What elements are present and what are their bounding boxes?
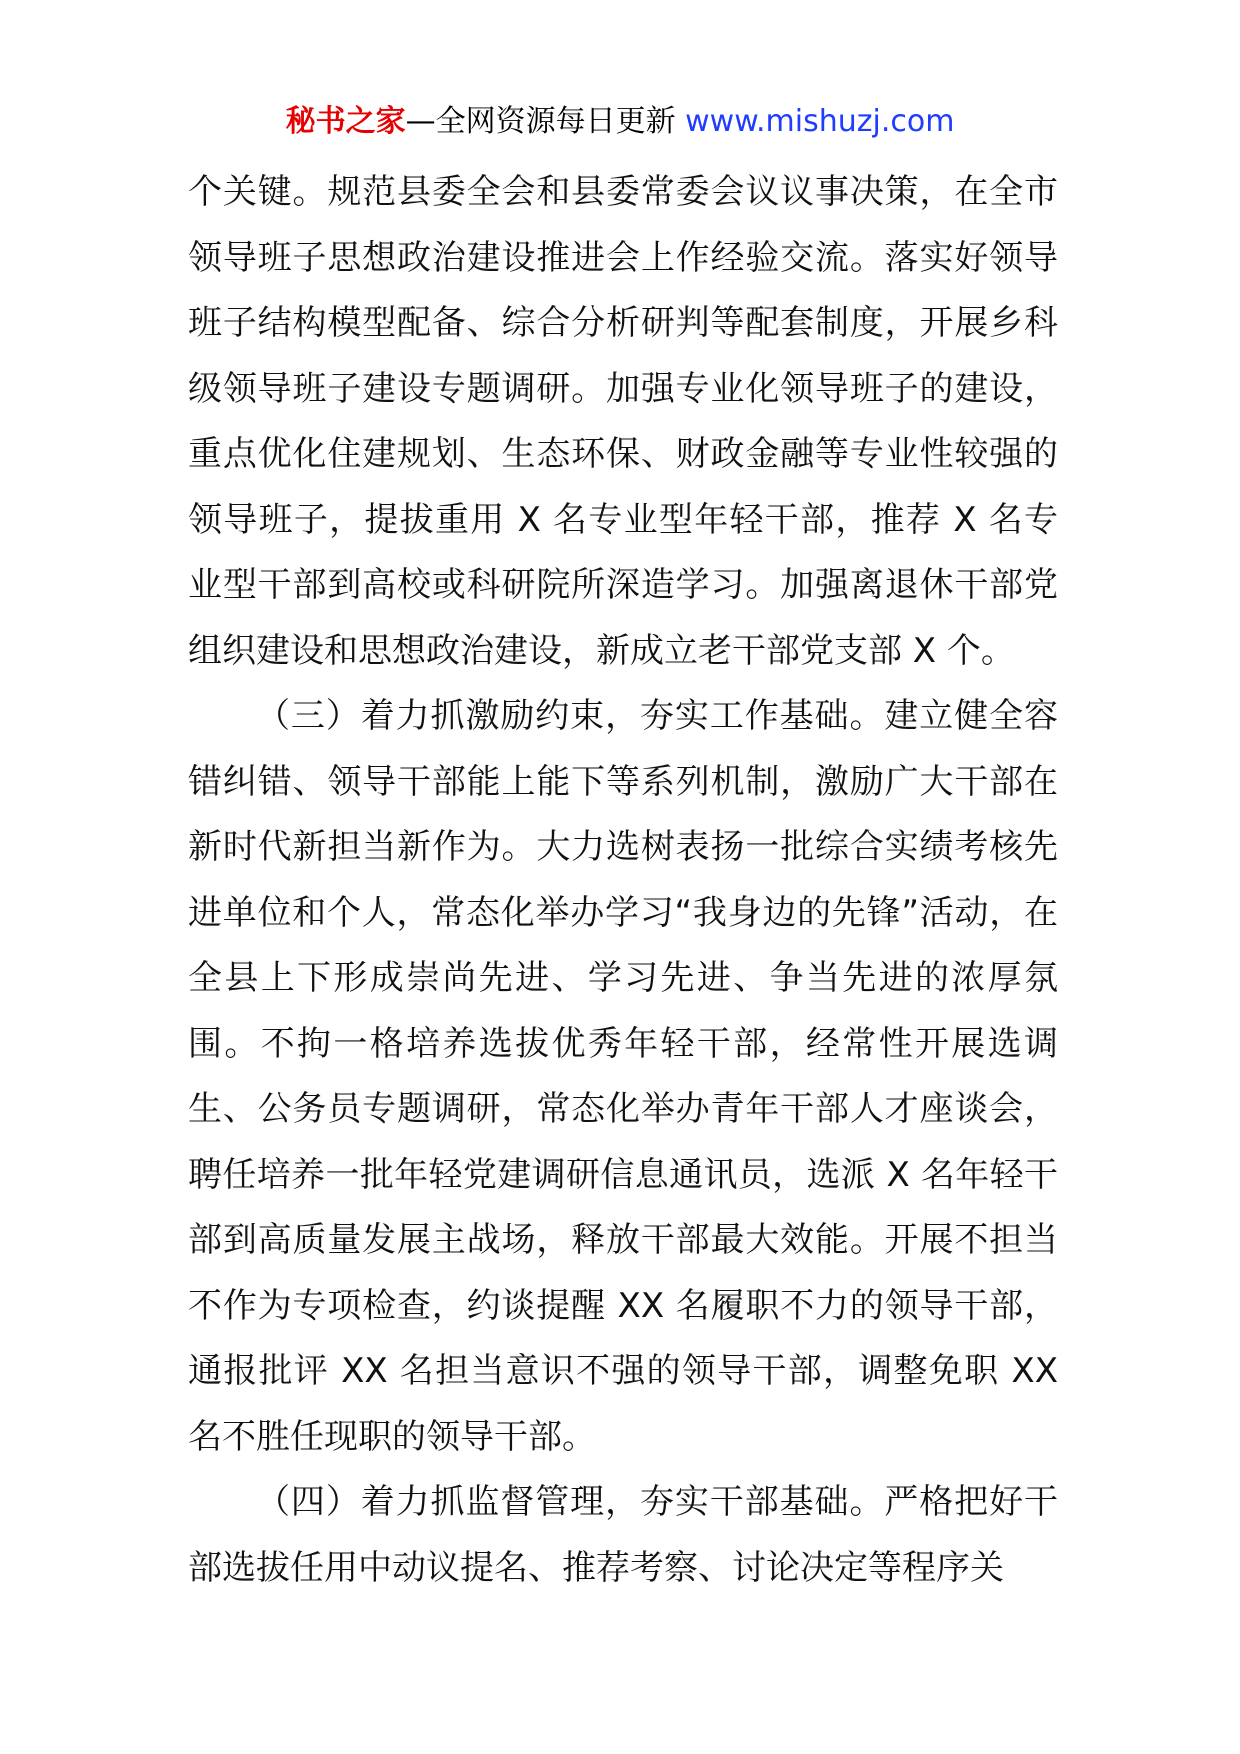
paragraph-section-three: （三）着力抓激励约束，夯实工作基础。建立健全容错纠错、领导干部能上能下等系列机制，激励广大干部在新时代新担当新作为。大力选树表扬一批综合实绩考核先进单位和个人，常态化举办学习“我身边的先锋”活动，在全县上下形成崇尚先进、学习先进、争当先进的浓厚氛围。不拘一格培养选拔优秀年轻干部，经常性开展选调生、公务员专题调研，常态化举办青年干部人才座谈会，聘任培养一批年轻党建调研信息通讯员，选派 X 名年轻干部到高质量发展主战场，释放干部最大效能。开展不担当不作为专项检查，约谈提醒 XX 名履职不力的领导干部，通报批评 XX 名担当意识不强的领导干部，调整免职 XX 名不胜任现职的领导干部。 — [188, 696, 1058, 1457]
header-tagline: —全网资源每日更新 — [405, 104, 686, 139]
paragraph-continued: 个关键。规范县委全会和县委常委会议议事决策，在全市领导班子思想政治建设推进会上作经验交流。落实好领导班子结构模型配备、综合分析研判等配套制度，开展乡科级领导班子建设专题调研。加强专业化领导班子的建设，重点优化住建规划、生态环保、财政金融等专业性较强的领导班子，提拔重用 X 名专业型年轻干部，推荐 X 名专业型干部到高校或科研院所深造学习。加强离退休干部党组织建设和思想政治建设，新成立老干部党支部 X 个。 — [188, 172, 1058, 671]
header-url-link[interactable]: www.mishuzj.com — [685, 104, 955, 139]
header-brand: 秘书之家 — [285, 104, 406, 139]
page-header — [0, 100, 1240, 144]
paragraph-section-four: （四）着力抓监督管理，夯实干部基础。严格把好干部选拔任用中动议提名、推荐考察、讨论决定等程序关 — [188, 1482, 1058, 1588]
document-body — [188, 160, 1058, 1601]
